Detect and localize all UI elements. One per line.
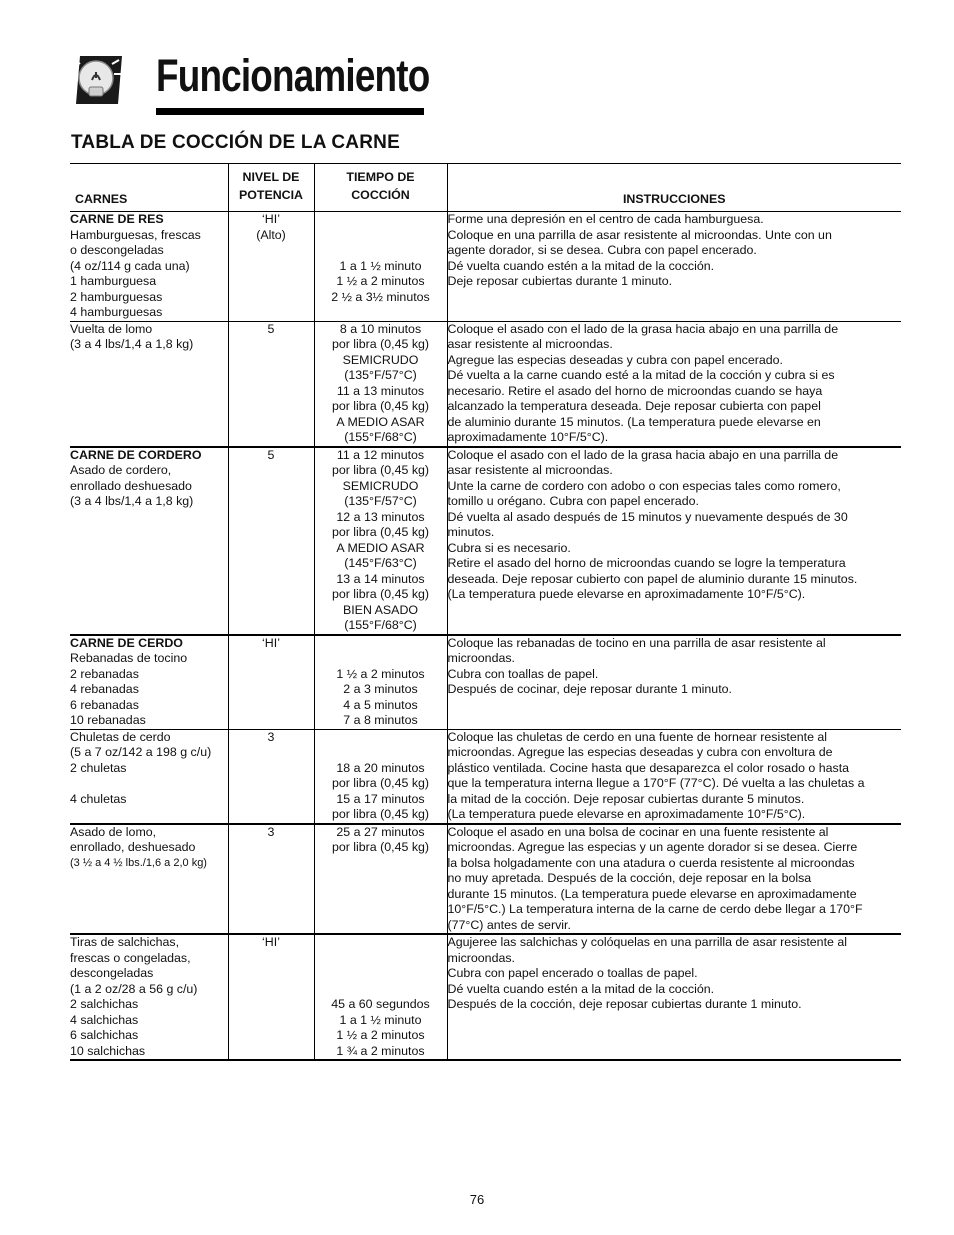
cook-time-line: 18 a 20 minutos (336, 760, 425, 775)
power-level: 5 (267, 447, 275, 462)
cook-time-line: 4 a 5 minutos (343, 697, 418, 712)
instruction-line: la mitad de la cocción. Deje reposar cubiertas durante 5 minutos. (447, 791, 805, 806)
cook-time-line: 2 ½ a 3½ minutos (331, 289, 430, 304)
power-cell (228, 635, 314, 730)
cook-time-line: por libra (0,45 kg) (331, 840, 430, 854)
time-cell (314, 824, 447, 935)
instruction-line: no muy apretada. Después de la cocción, deje reposar en la bolsa (447, 871, 812, 885)
cook-time-line: A MEDIO ASAR (336, 540, 425, 555)
cook-time-line (315, 730, 447, 746)
meat-line (70, 776, 228, 792)
instructions-cell (447, 824, 901, 935)
cook-time-line: por libra (0,45 kg) (331, 807, 430, 821)
header-instrucciones: INSTRUCCIONES (447, 164, 901, 212)
meat-line: 6 salchichas (70, 1028, 139, 1042)
instruction-line: deseada. Deje reposar cubierto con papel de aluminio durante 15 minutos. (447, 571, 858, 586)
meat-cell (70, 824, 228, 935)
meat-line: 2 salchichas (70, 997, 139, 1011)
instruction-line: microondas. Agregue las especias deseadas y cubra con envoltura de (447, 745, 833, 759)
meat-category-title: CARNE DE CORDERO (70, 447, 202, 462)
instruction-line: la bolsa holgadamente con una atadura o cuerda resistente al microondas (447, 855, 855, 870)
cook-time-line: (135°F/57°C) (344, 368, 417, 382)
power-cell (228, 321, 314, 447)
instruction-line: durante 15 minutos. (La temperatura puede elevarse en aproximadamente (447, 886, 857, 901)
meat-cell (70, 447, 228, 635)
cook-time-line (315, 651, 447, 667)
cook-time-line: 15 a 17 minutos (336, 791, 425, 806)
lightbulb-badge-icon (72, 54, 124, 106)
instruction-line: Cubra con toallas de papel. (447, 666, 599, 681)
cook-time-line (315, 951, 447, 967)
cook-time-line: (155°F/68°C) (344, 618, 417, 632)
instruction-line: tomillo u orégano. Cubra con papel encerado. (447, 494, 699, 508)
cook-time-line (315, 935, 447, 951)
meat-category-title: CARNE DE CERDO (70, 635, 183, 650)
instruction-line: Agujeree las salchichas y colóquelas en una parrilla de asar resistente al (447, 935, 847, 949)
instruction-line: Deje reposar cubiertas durante 1 minuto. (447, 274, 673, 288)
meat-cell (70, 934, 228, 1060)
meat-line: Asado de cordero, (70, 463, 172, 477)
cook-time-line: 1 ¾ a 2 minutos (336, 1043, 425, 1058)
instruction-line: Retire el asado del horno de microondas cuando se logre la temperatura (447, 556, 846, 570)
cook-time-line: SEMICRUDO (342, 352, 419, 367)
meat-line: 4 hamburguesas (70, 305, 163, 319)
instruction-line: Agregue las especias deseadas y cubra con papel encerado. (447, 352, 783, 367)
cook-time-line: por libra (0,45 kg) (331, 525, 430, 539)
cook-time-line: 7 a 8 minutos (343, 713, 418, 727)
cook-time-line (315, 636, 447, 652)
power-cell (228, 212, 314, 322)
meat-line: 6 rebanadas (70, 697, 139, 712)
instruction-line: alcanzado la temperatura deseada. Deje reposar cubierta con papel (447, 399, 821, 413)
instruction-line: asar resistente al microondas. (447, 337, 613, 351)
power-level: 3 (267, 824, 275, 839)
cook-time-line: por libra (0,45 kg) (331, 463, 430, 477)
meat-line: 2 hamburguesas (70, 289, 163, 304)
instruction-line: Después de cocinar, deje reposar durante 1 minuto. (447, 682, 732, 696)
cook-time-line: 11 a 13 minutos (336, 383, 425, 398)
meat-line: Asado de lomo, (70, 824, 157, 839)
header-nivel-potencia: NIVEL DE POTENCIA (228, 164, 314, 212)
time-cell (314, 321, 447, 447)
instruction-line: Cubra con papel encerado o toallas de papel. (447, 966, 698, 980)
time-cell (314, 447, 447, 635)
instruction-line: (77°C) antes de servir. (447, 917, 571, 932)
meat-line: 4 salchichas (70, 1012, 139, 1027)
instruction-line: minutos. (447, 525, 495, 539)
cook-time-line: 2 a 3 minutos (343, 682, 418, 696)
cook-time-line (315, 243, 447, 259)
instruction-line: Dé vuelta al asado después de 15 minutos y nuevamente después de 30 (447, 509, 848, 524)
cook-time-line: 1 ½ a 2 minutos (336, 274, 425, 288)
meat-line: 10 salchichas (70, 1043, 146, 1058)
cook-time-line: (145°F/63°C) (344, 556, 417, 570)
instruction-line: Coloque el asado en una bolsa de cocinar en una fuente resistente al (447, 824, 829, 839)
cook-time-line: 1 ½ a 2 minutos (336, 1028, 425, 1042)
table-body (70, 212, 901, 1061)
table-row (70, 635, 901, 730)
meat-line: (3 a 4 lbs/1,4 a 1,8 kg) (70, 494, 194, 508)
meat-line: 1 hamburguesa (70, 274, 157, 288)
cook-time-line: (135°F/57°C) (344, 494, 417, 508)
table-row (70, 729, 901, 824)
meat-cell (70, 635, 228, 730)
table-row (70, 212, 901, 322)
instruction-line: Unte la carne de cordero con adobo o con especias tales como romero, (447, 478, 841, 493)
page-header (70, 48, 430, 120)
cook-time-line: 1 a 1 ½ minuto (339, 258, 422, 273)
meat-cooking-table (70, 163, 901, 1061)
cook-time-line: por libra (0,45 kg) (331, 337, 430, 351)
instruction-line: asar resistente al microondas. (447, 463, 613, 477)
instruction-line: Dé vuelta a la carne cuando esté a la mitad de la cocción y cubra si es (447, 368, 835, 382)
section-title: TABLA DE COCCIÓN DE LA CARNE (71, 132, 400, 153)
time-cell (314, 934, 447, 1060)
instruction-line: agente dorador, si se desea. Cubra con papel encerado. (447, 243, 757, 257)
table-row (70, 824, 901, 935)
title-underline (156, 108, 424, 115)
meat-line: Chuletas de cerdo (70, 729, 171, 744)
table-row (70, 934, 901, 1060)
table-row (70, 321, 901, 447)
meat-line: 2 chuletas (70, 760, 127, 775)
power-level: 3 (267, 729, 275, 744)
instruction-line: Dé vuelta cuando estén a la mitad de la cocción. (447, 258, 715, 273)
page-title: Funcionamiento (156, 50, 430, 101)
cook-time-line: por libra (0,45 kg) (331, 776, 430, 790)
power-level: ‘HI’ (262, 212, 280, 226)
instructions-cell (447, 729, 901, 824)
meat-line: (1 a 2 oz/28 a 56 g c/u) (70, 981, 198, 996)
cook-time-line: 25 a 27 minutos (336, 824, 425, 839)
meat-cell (70, 321, 228, 447)
instruction-line: microondas. (447, 651, 515, 665)
cook-time-line: 45 a 60 segundos (331, 997, 430, 1011)
meat-line: 4 chuletas (70, 791, 127, 806)
instructions-cell (447, 635, 901, 730)
instruction-line: microondas. Agregue las especias y un agente dorador si se desea. Cierre (447, 840, 858, 854)
time-cell (314, 729, 447, 824)
meat-line: 2 rebanadas (70, 666, 139, 681)
instruction-line: (La temperatura puede elevarse en aproximadamente 10°F/5°C). (447, 807, 806, 821)
power-cell (228, 824, 314, 935)
power-level: 5 (267, 321, 275, 336)
table-row (70, 447, 901, 635)
instruction-line: microondas. (447, 950, 515, 965)
instruction-line: Coloque las rebanadas de tocino en una parrilla de asar resistente al (447, 635, 826, 650)
meat-line: o descongeladas (70, 243, 164, 257)
meat-cell (70, 729, 228, 824)
instruction-line: Coloque las chuletas de cerdo en una fuente de hornear resistente al (447, 729, 828, 744)
power-level: ‘HI’ (262, 635, 280, 650)
cook-time-line: 1 ½ a 2 minutos (336, 666, 425, 681)
cook-time-line (315, 982, 447, 998)
cook-time-line (315, 212, 447, 228)
meat-line: enrollado, deshuesado (70, 840, 196, 854)
cook-time-line: BIEN ASADO (342, 602, 419, 617)
instruction-line: Dé vuelta cuando estén a la mitad de la cocción. (447, 981, 715, 996)
meat-cell (70, 212, 228, 322)
power-level: (Alto) (256, 227, 286, 242)
power-cell (228, 447, 314, 635)
meat-line: enrollado deshuesado (70, 478, 192, 493)
meat-line: (3 a 4 lbs/1,4 a 1,8 kg) (70, 337, 194, 351)
power-cell (228, 729, 314, 824)
instruction-line: aproximadamente 10°F/5°C). (447, 430, 609, 444)
header-carnes: CARNES (75, 192, 128, 206)
instruction-line: 10°F/5°C.) La temperatura interna de la carne de cerdo debe llegar a 170°F (447, 902, 863, 916)
instructions-cell (447, 934, 901, 1060)
header-tiempo-coccion: TIEMPO DE COCCIÓN (314, 164, 447, 212)
meat-line: 4 rebanadas (70, 682, 139, 696)
instruction-line: Forme una depresión en el centro de cada hamburguesa. (447, 212, 764, 226)
cook-time-line (315, 745, 447, 761)
meat-line: Rebanadas de tocino (70, 651, 188, 665)
instruction-line: Coloque en una parrilla de asar resistente al microondas. Unte con un (447, 227, 832, 242)
meat-line: (3 ½ a 4 ½ lbs./1,6 a 2,0 kg) (70, 856, 207, 869)
meat-category-title: CARNE DE RES (70, 212, 164, 226)
cook-time-line (315, 228, 447, 244)
instructions-cell (447, 447, 901, 635)
instruction-line: de aluminio durante 15 minutos. (La temperatura puede elevarse en (447, 414, 821, 429)
meat-line: Vuelta de lomo (70, 321, 153, 336)
table-header-row (70, 164, 901, 212)
power-cell (228, 934, 314, 1060)
power-level: ‘HI’ (262, 935, 280, 949)
instructions-cell (447, 321, 901, 447)
instruction-line: que la temperatura interna llegue a 170°F (77°C). Dé vuelta a las chuletas a (447, 776, 865, 790)
page-number: 76 (469, 1192, 485, 1207)
time-cell (314, 635, 447, 730)
instruction-line: Coloque el asado con el lado de la grasa hacia abajo en una parrilla de (447, 321, 839, 336)
instruction-line: (La temperatura puede elevarse en aproximadamente 10°F/5°C). (447, 587, 806, 601)
instruction-line: plástico ventilada. Cocine hasta que desaparezca el color rosado o hasta (447, 760, 850, 775)
meat-line: (5 a 7 oz/142 a 198 g c/u) (70, 745, 212, 759)
meat-line: Tiras de salchichas, (70, 935, 180, 949)
cook-time-line: 11 a 12 minutos (336, 447, 425, 462)
instruction-line: necesario. Retire el asado del horno de microondas cuando se haya (447, 383, 823, 398)
cook-time-line: 13 a 14 minutos (336, 571, 425, 586)
meat-line: Hamburguesas, frescas (70, 227, 201, 242)
cook-time-line: 1 a 1 ½ minuto (339, 1012, 422, 1027)
cook-time-line: (155°F/68°C) (344, 430, 417, 444)
time-cell (314, 212, 447, 322)
instruction-line: Cubra si es necesario. (447, 540, 571, 555)
cook-time-line: A MEDIO ASAR (336, 414, 425, 429)
cook-time-line: por libra (0,45 kg) (331, 399, 430, 413)
meat-line: 10 rebanadas (70, 713, 146, 727)
cook-time-line: 12 a 13 minutos (336, 509, 425, 524)
cook-time-line (315, 966, 447, 982)
instruction-line: Después de la cocción, deje reposar cubiertas durante 1 minuto. (447, 997, 802, 1011)
instruction-line: Coloque el asado con el lado de la grasa hacia abajo en una parrilla de (447, 447, 839, 462)
meat-line: frescas o congeladas, (70, 950, 191, 965)
instructions-cell (447, 212, 901, 322)
meat-line: (4 oz/114 g cada una) (70, 258, 190, 273)
cook-time-line: SEMICRUDO (342, 478, 419, 493)
meat-line: descongeladas (70, 966, 154, 980)
cook-time-line: por libra (0,45 kg) (331, 587, 430, 601)
cook-time-line: 8 a 10 minutos (339, 321, 422, 336)
